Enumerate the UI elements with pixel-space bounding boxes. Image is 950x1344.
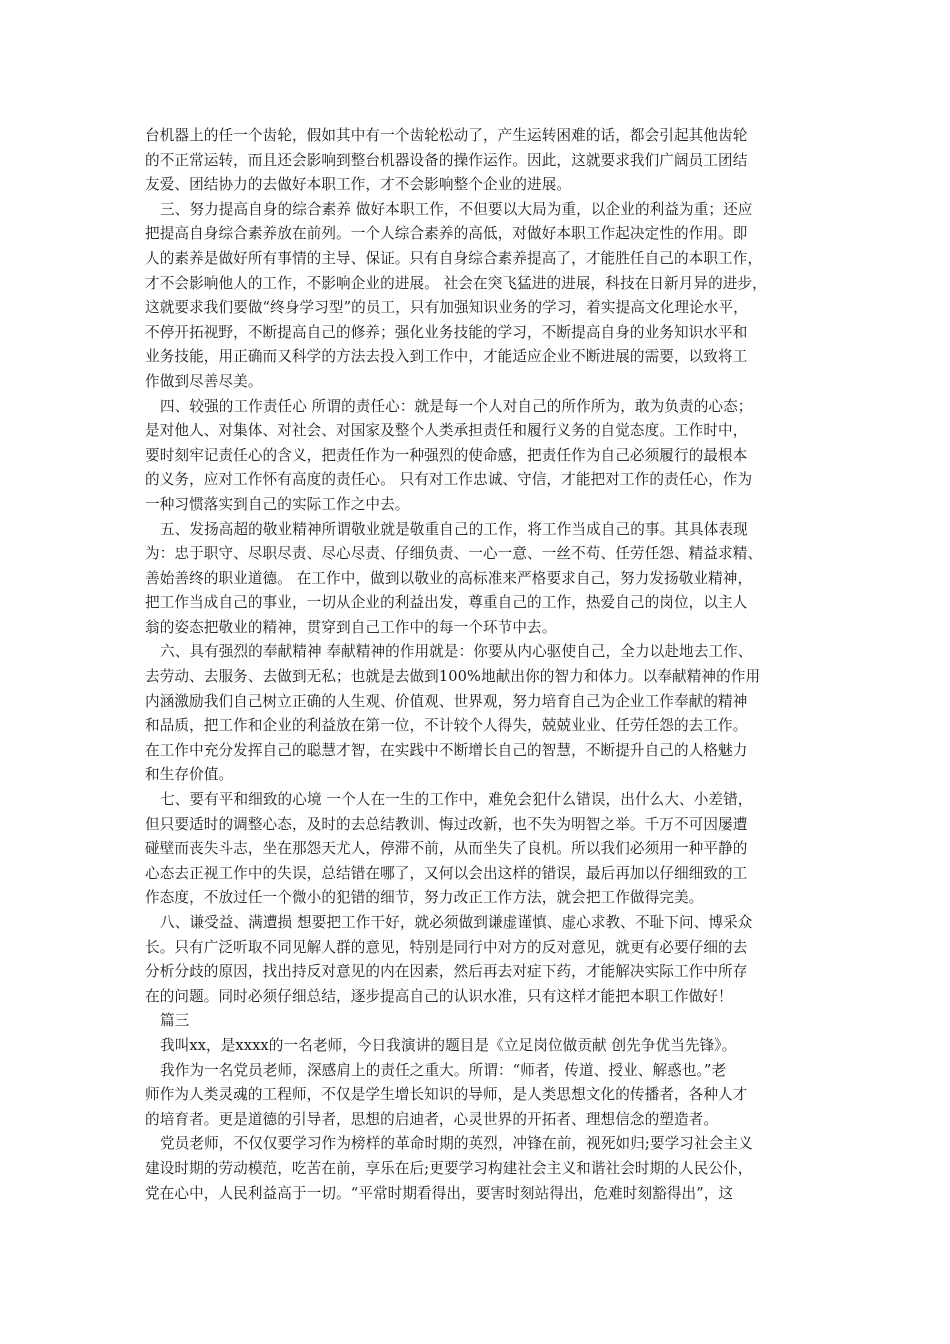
text-line: 去劳动、去服务、去做到无私；也就是去做到100%地献出你的智力和体力。以奉献精神的作用 (145, 668, 761, 686)
document-body (145, 124, 815, 1206)
section-heading-line: 三、努力提高自身的综合素养 做好本职工作，不但要以大局为重，以企业的利益为重；还应 (160, 200, 753, 218)
text-line: 的不正常运转，而且还会影响到整台机器设备的操作运作。因此，这就要求我们广阔员工团结 (145, 151, 748, 169)
text-line: 一种习惯落实到自己的实际工作之中去。 (145, 495, 410, 513)
text-line: 但只要适时的调整心态，及时的去总结教训、悔过改新，也不失为明智之举。千万不可因屡遭 (145, 815, 748, 833)
text-line: 友爱、团结协力的去做好本职工作，才不会影响整个企业的进展。 (145, 176, 572, 194)
text-line: 的义务，应对工作怀有高度的责任心。 只有对工作忠诚、守信，才能把对工作的责任心，作为 (145, 471, 753, 489)
text-line: 党员老师，不仅仅要学习作为榜样的革命时期的英烈，冲锋在前，视死如归;要学习社会主义 (160, 1135, 753, 1153)
text-line: 长。只有广泛听取不同见解人群的意见，特别是同行中对方的反对意见，就更有必要仔细的去 (145, 938, 748, 956)
text-line: 师作为人类灵魂的工程师，不仅是学生增长知识的导师，是人类思想文化的传播者，各种人才 (145, 1086, 748, 1104)
text-line: 心态去正视工作中的失误，总结错在哪了，又何以会出这样的错误，最后再加以仔细细致的工 (145, 864, 748, 882)
text-line: 把工作当成自己的事业，一切从企业的利益出发，尊重自己的工作，热爱自己的岗位，以主人 (145, 594, 748, 612)
text-line: 把提高自身综合素养放在前列。一个人综合素养的高低，对做好本职工作起决定性的作用。即 (145, 225, 748, 243)
text-line: 作态度，不放过任一个微小的犯错的细节，努力改正工作方法，就会把工作做得完美。 (145, 889, 704, 907)
section-heading-line: 五、发扬高超的敬业精神所谓敬业就是敬重自己的工作，将工作当成自己的事。其具体表现 (160, 520, 748, 538)
text-line: 在的问题。同时必须仔细总结，逐步提高自己的认识水准，只有这样才能把本职工作做好！ (145, 987, 733, 1005)
text-line: 我作为一名党员老师，深感肩上的责任之重大。所谓：“师者，传道、授业、解惑也。”老 (160, 1061, 727, 1079)
text-line: 作做到尽善尽美。 (145, 372, 263, 390)
text-line: 台机器上的任一个齿轮，假如其中有一个齿轮松动了，产生运转困难的话，都会引起其他齿轮 (145, 127, 748, 144)
text-line: 不停开拓视野，不断提高自己的修养；强化业务技能的学习，不断提高自身的业务知识水平和 (145, 323, 748, 341)
text-line: 为：忠于职守、尽职尽责、尽心尽责、仔细负责、一心一意、一丝不苟、任劳任怨、精益求精、 (145, 545, 763, 563)
text-line: 翁的姿态把敬业的精神，贯穿到自己工作中的每一个环节中去。 (145, 618, 557, 636)
section-heading-line: 四、较强的工作责任心 所谓的责任心：就是每一个人对自己的所作所为，敢为负责的心态； (160, 397, 753, 415)
text-line: 人的素养是做好所有事情的主导、保证。只有自身综合素养提高了，才能胜任自己的本职工作， (145, 249, 763, 267)
chapter-heading: 篇三 (160, 1012, 190, 1030)
section-heading-line: 七、要有平和细致的心境 一个人在一生的工作中，难免会犯什么错误，出什么大、小差错， (160, 791, 753, 809)
section-heading-line: 八、谦受益、满遭损 想要把工作干好，就必须做到谦虚谨慎、虚心求教、不耻下问、博采众 (160, 914, 753, 931)
section-heading-line: 六、具有强烈的奉献精神 奉献精神的作用就是：你要从内心驱使自己，全力以赴地去工作、 (160, 643, 753, 661)
text-line: 是对他人、对集体、对社会、对国家及整个人类承担责任和履行义务的自觉态度。工作时中， (145, 422, 748, 440)
text-line: 的培育者。更是道德的引导者，思想的启迪者，心灵世界的开拓者、理想信念的塑造者。 (145, 1110, 719, 1128)
text-line: 内涵激励我们自己树立正确的人生观、价值观、世界观，努力培育自己为企业工作奉献的精神 (145, 692, 748, 710)
text-line: 和品质，把工作和企业的利益放在第一位，不计较个人得失，兢兢业业、任劳任怨的去工作。 (145, 717, 748, 735)
text-line: 碰壁而丧失斗志，坐在那怨天尤人，停滞不前，从而坐失了良机。所以我们必须用一种平静的 (145, 840, 748, 858)
text-line: 建设时期的劳动模范，吃苦在前，享乐在后;更要学习构建社会主义和谐社会时期的人民公仆， (145, 1159, 753, 1177)
text-line: 才不会影响他人的工作，不影响企业的进展。 社会在突飞猛进的进展，科技在日新月异的进步， (145, 274, 767, 292)
text-line: 和生存价值。 (145, 766, 234, 784)
text-line: 我叫xx，是xxxx的一名老师，今日我演讲的题目是《立足岗位做贡献 创先争优当先锋》。 (160, 1036, 737, 1054)
text-line: 党在心中，人民利益高于一切。“平常时期看得出，要害时刻站得出，危难时刻豁得出”，这 (145, 1184, 734, 1202)
text-line: 分析分歧的原因，找出持反对意见的内在因素，然后再去对症下药，才能解决实际工作中所存 (145, 963, 748, 981)
text-line: 在工作中充分发挥自己的聪慧才智，在实践中不断增长自己的智慧，不断提升自己的人格魅力 (145, 741, 748, 759)
text-line: 要时刻牢记责任心的含义，把责任作为一种强烈的使命感，把责任作为自己必须履行的最根本 (145, 446, 748, 464)
text-line: 这就要求我们要做“终身学习型”的员工，只有加强知识业务的学习，着实提高文化理论水平， (145, 299, 748, 317)
text-line: 善始善终的职业道德。 在工作中，做到以敬业的高标准来严格要求自己，努力发扬敬业精神， (145, 569, 753, 587)
text-line: 业务技能，用正确而又科学的方法去投入到工作中，才能适应企业不断进展的需要，以致将工 (145, 348, 748, 366)
